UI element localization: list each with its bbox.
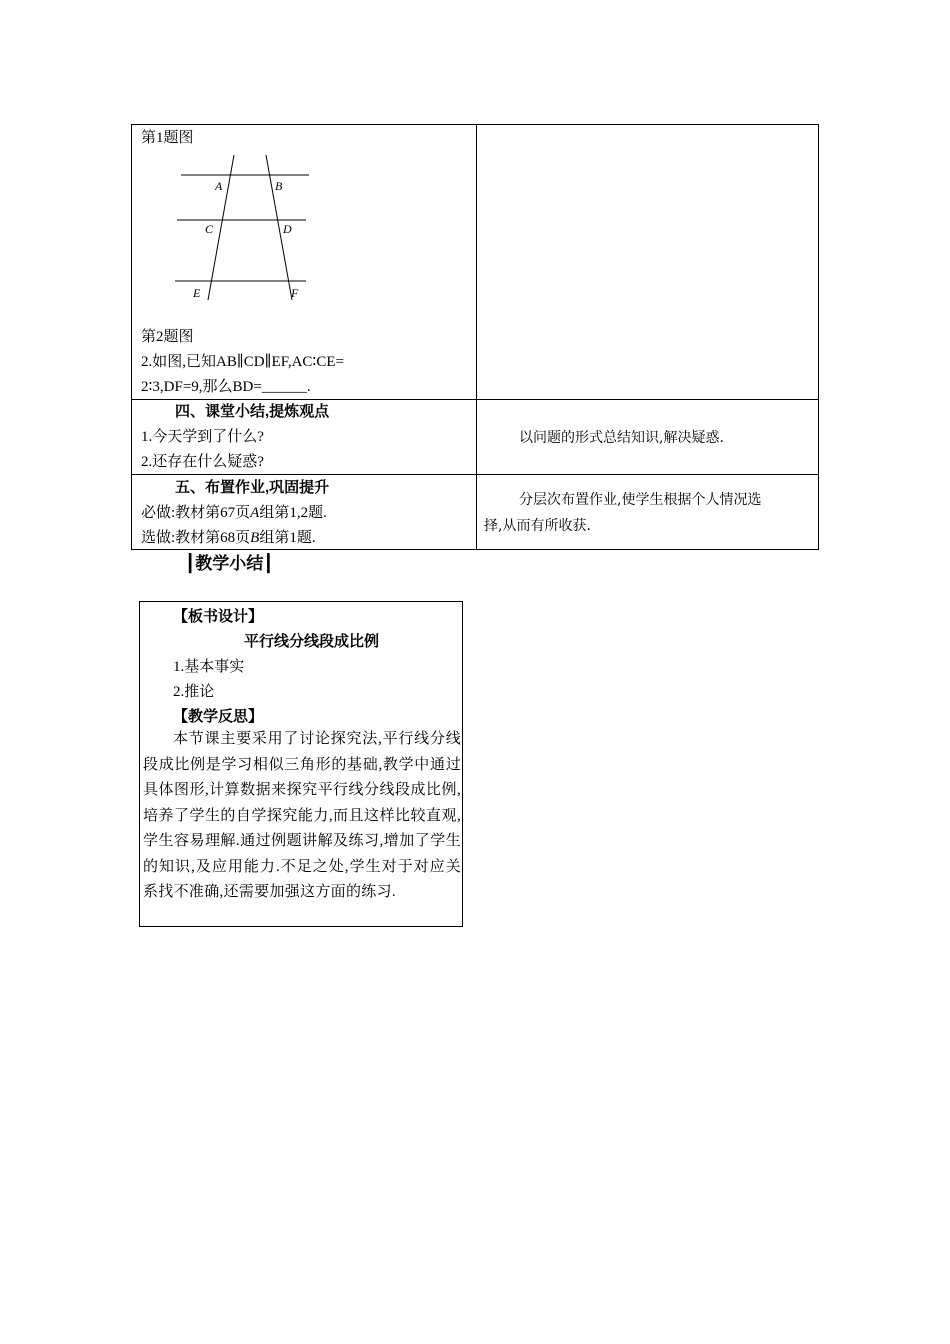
point-label-d: D — [283, 222, 292, 236]
board-item-2: 2.推论 — [173, 684, 215, 700]
column-divider — [476, 125, 477, 549]
point-label-c: C — [205, 222, 214, 236]
point-label-e: E — [193, 286, 201, 300]
board-item-1: 1.基本事实 — [173, 659, 245, 675]
required-homework — [141, 502, 327, 524]
optional-homework — [141, 527, 316, 549]
question2-line2: 2∶3,DF=9,那么BD=______. — [141, 379, 311, 395]
optional-group-label: B — [250, 530, 260, 546]
figure1-caption: 第1题图 — [141, 130, 194, 146]
required-group-label: A — [250, 505, 260, 521]
homework-purpose-line1: 分层次布置作业,使学生根据个人情况选 — [519, 492, 762, 508]
reflection-title: 【教学反思】 — [173, 708, 264, 725]
section4-heading: 四、课堂小结,提炼观点 — [175, 403, 330, 420]
figure2-caption: 第2题图 — [141, 329, 194, 345]
homework-purpose-line2: 择,从而有所收获. — [484, 518, 591, 534]
board-topic: 平行线分线段成比例 — [244, 633, 380, 650]
summary-question2: 2.还存在什么疑惑? — [141, 454, 264, 470]
summary-question1: 1.今天学到了什么? — [141, 429, 264, 445]
row-divider-1 — [132, 399, 818, 400]
board-design-title: 【板书设计】 — [173, 608, 264, 625]
point-label-f: F — [291, 286, 299, 300]
point-label-a: A — [215, 179, 223, 193]
section5-heading: 五、布置作业,巩固提升 — [175, 479, 330, 496]
summary-purpose-text: 以问题的形式总结知识,解决疑惑. — [519, 430, 724, 446]
lesson-table — [131, 124, 819, 550]
row-divider-2 — [132, 474, 818, 475]
board-design-box — [139, 601, 463, 927]
teaching-summary-heading: ┃教学小结┃ — [185, 554, 274, 573]
required-homework-prefix: 必做:教材第67页 — [141, 505, 251, 521]
question2-line1: 2.如图,已知AB∥CD∥EF,AC∶CE= — [141, 354, 344, 370]
reflection-paragraph: 本节课主要采用了讨论探究法,平行线分线段成比例是学习相似三角形的基础,教学中通过具体图形,计算数据来探究平行线分线段成比例,培养了学生的自学探究能力,而且这样比较直观,学生容易理解.通过例题讲解及练习,增加了学生的知识,及应用能力.不足之处,学生对于对应关系找不准确,还需要加强这方面的练习. — [143, 731, 461, 900]
optional-homework-suffix: 组第1题. — [259, 530, 316, 546]
optional-homework-prefix: 选做:教材第68页 — [141, 530, 251, 546]
point-label-b: B — [275, 179, 283, 193]
required-homework-suffix: 组第1,2题. — [259, 505, 327, 521]
parallel-lines-figure — [172, 151, 312, 301]
